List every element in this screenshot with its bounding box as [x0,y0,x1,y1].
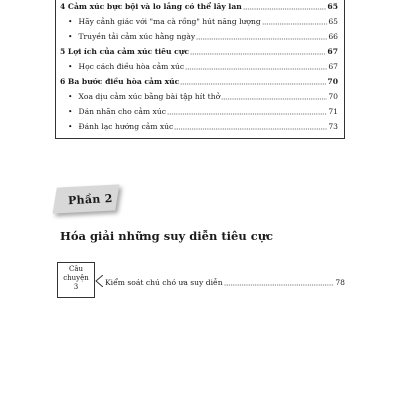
leader-dots [174,128,327,130]
story-title: Kiểm soát chú chó ưa suy diễn [105,278,223,287]
toc-item-labeling[interactable] [56,105,344,117]
leader-dots [224,284,335,286]
toc-section-5[interactable] [56,45,344,57]
toc-item-page: 65 [328,17,338,26]
toc-section-6-title: 6 Ba bước điều hòa cảm xúc [60,77,180,86]
toc-item-title: Xoa dịu cảm xúc bằng bài tập hít thở [78,92,221,101]
toc-item-breathing[interactable] [56,90,344,102]
story-box-line1: Câu [68,265,84,273]
toc-item-title: Hãy cảnh giác với "ma cà rồng" hút năng lượng [78,17,261,26]
leader-dots [185,68,327,70]
toc-section-6[interactable] [56,75,344,87]
bullet-icon: • [68,107,73,116]
leader-dots [196,38,327,40]
leader-dots [243,8,327,10]
toc-item-page: 67 [328,62,338,71]
toc-item-title: Học cách điều hòa cảm xúc [78,62,185,71]
toc-item-regulate[interactable] [56,60,344,72]
story-box-line3: 3 [73,283,79,291]
toc-item-energy-vampire[interactable] [56,15,344,27]
toc-item-daily-emotion[interactable] [56,30,344,42]
story-page: 78 [335,278,345,287]
toc-item-title: Truyền tải cảm xúc hằng ngày [78,32,196,41]
toc-section-4[interactable] [56,0,344,12]
toc-box [55,0,345,139]
bullet-icon: • [68,62,73,71]
leader-dots [262,23,328,25]
toc-item-page: 66 [328,32,338,41]
toc-section-4-page: 65 [327,2,338,11]
story-arrow-icon [95,275,103,287]
story-box-line2: chuyện [63,274,89,282]
story-box [57,262,95,298]
toc-section-5-title: 5 Lợi ích của cảm xúc tiêu cực [60,47,189,56]
leader-dots [221,98,327,100]
part-tag-label: Phần 2 [67,191,114,208]
bullet-icon: • [68,17,73,26]
bullet-icon: • [68,122,73,131]
part-title: Hóa giải những suy diễn tiêu cực [60,229,274,243]
toc-item-page: 70 [328,92,338,101]
toc-item-title: Đánh lạc hướng cảm xúc [78,122,174,131]
toc-item-distract[interactable] [56,120,344,132]
toc-item-title: Dán nhãn cho cảm xúc [78,107,166,116]
toc-section-5-page: 67 [327,47,338,56]
story-entry[interactable] [105,276,345,288]
toc-section-4-title: 4 Cảm xúc bực bội và lo lắng có thể lây lan [60,2,242,11]
leader-dots [190,53,326,55]
toc-section-6-page: 70 [327,77,338,86]
toc-item-page: 73 [328,122,338,131]
leader-dots [167,113,327,115]
bullet-icon: • [68,32,73,41]
toc-item-page: 71 [328,107,338,116]
leader-dots [180,83,326,85]
bullet-icon: • [68,92,73,101]
